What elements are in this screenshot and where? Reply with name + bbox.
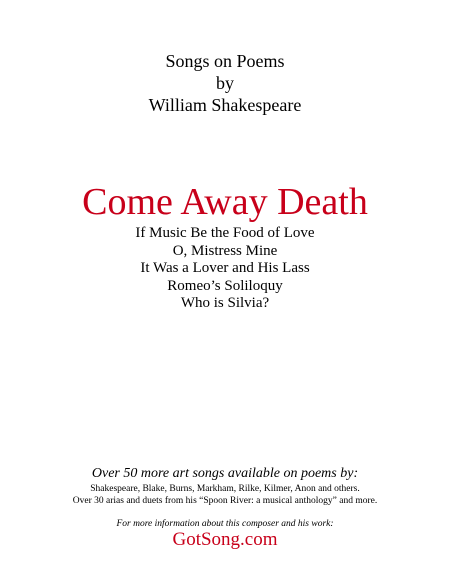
- collection-title: Songs on Poems: [165, 51, 285, 71]
- song-item: If Music Be the Food of Love: [135, 225, 315, 241]
- main-title: Come Away Death: [82, 181, 368, 223]
- header-block: [0, 50, 450, 116]
- song-item: Romeo’s Soliloquy: [167, 277, 283, 294]
- arias-line: Over 30 arias and duets from his “Spoon River: a musical anthology” and more.: [72, 496, 378, 506]
- website-link[interactable]: GotSong.com: [172, 529, 278, 550]
- song-item: Who is Silvia?: [180, 295, 270, 311]
- song-list: [0, 225, 450, 313]
- poet-name: William Shakespeare: [148, 95, 302, 115]
- song-item: O, Mistress Mine: [172, 242, 278, 259]
- poets-line: Shakespeare, Blake, Burns, Markham, Rilke, Kilmer, Anon and others.: [90, 484, 360, 494]
- more-songs-heading: Over 50 more art songs available on poems by:: [91, 466, 359, 481]
- by-line: by: [216, 73, 234, 93]
- website-link-container: [0, 528, 450, 552]
- more-info-text: For more information about this composer and his work:: [116, 519, 334, 529]
- song-item: It Was a Lover and His Lass: [140, 260, 310, 276]
